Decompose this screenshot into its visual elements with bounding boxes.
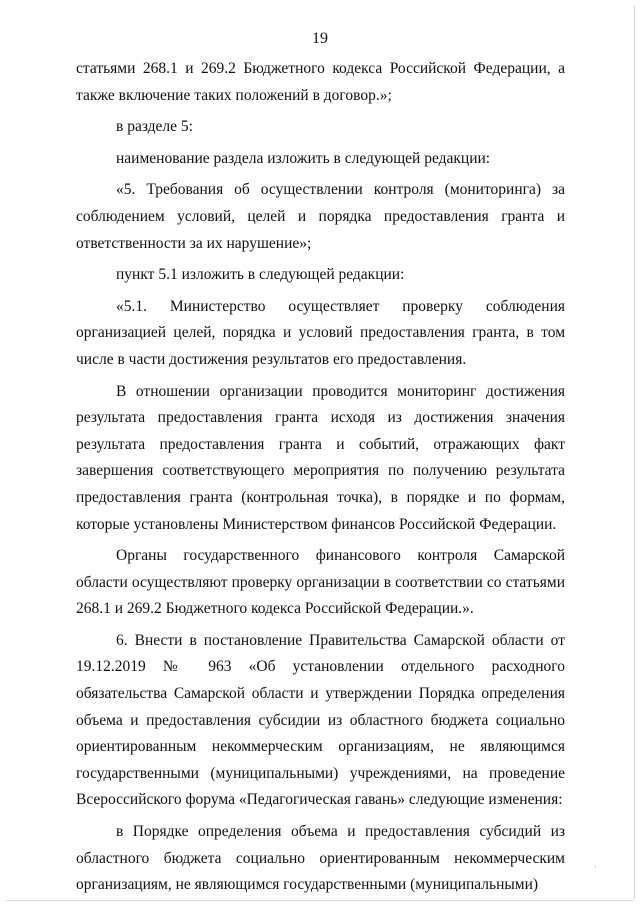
paragraph-financial-control: Органы государственного финансового контроля Самарской области осуществляют проверку организации в соответствии со статьями 268.1 и 269.2 Бюджетного кодекса Российской Федерации.».	[76, 547, 565, 618]
scan-mark: ·	[594, 862, 597, 872]
scan-edge-bottom	[6, 900, 634, 901]
paragraph-procedure-changes: в Порядке определения объема и предоставления субсидий из областного бюджета социально ориентированным некоммерческим организациям, не являющимся государственными (муниципальными)	[76, 823, 565, 894]
scan-edge-right	[634, 6, 635, 899]
paragraph-item-6: 6. Внести в постановление Правительства Самарской области от 19.12.2019 № 963 «Об установлении отдельного расходного обязательства Самарской области и утверждении Порядка определения объема и предоставления субсидии из областного бюджета социально ориентированным некоммерческим организациям, не являющимся государственными (муниципальными) учреждениями, на проведение Всероссийского форума «Педагогическая гавань» следующие изменения:	[76, 631, 565, 809]
paragraph-monitoring: В отношении организации проводится мониторинг достижения результата предоставления гранта исходя из достижения значения результата предоставления гранта и событий, отражающих факт завершения соответствующего мероприятия по получению результата предоставления гранта (контрольная точка), в порядке и по формам, которые установлены Министерством финансов Российской Федерации.	[76, 382, 565, 533]
paragraph-section-5-title: «5. Требования об осуществлении контроля (мониторинга) за соблюдением условий, целей и порядка предоставления гранта и ответственности за их нарушение»;	[76, 181, 565, 252]
paragraph-clause-5-1: «5.1. Министерство осуществляет проверку соблюдения организацией целей, порядка и условий предоставления гранта, в том числе в части достижения результатов его предоставления.	[76, 297, 565, 368]
paragraph-section-5: в разделе 5:	[116, 118, 193, 136]
page-number: 19	[312, 30, 328, 47]
paragraph-section-title-instruction: наименование раздела изложить в следующей редакции:	[116, 149, 491, 167]
document-body	[76, 56, 565, 899]
paragraph-clause-5-1-instruction: пункт 5.1 изложить в следующей редакции:	[116, 266, 405, 284]
paragraph-continuation: статьями 268.1 и 269.2 Бюджетного кодекса Российской Федерации, а также включение таких положений в договор.»;	[76, 60, 565, 104]
